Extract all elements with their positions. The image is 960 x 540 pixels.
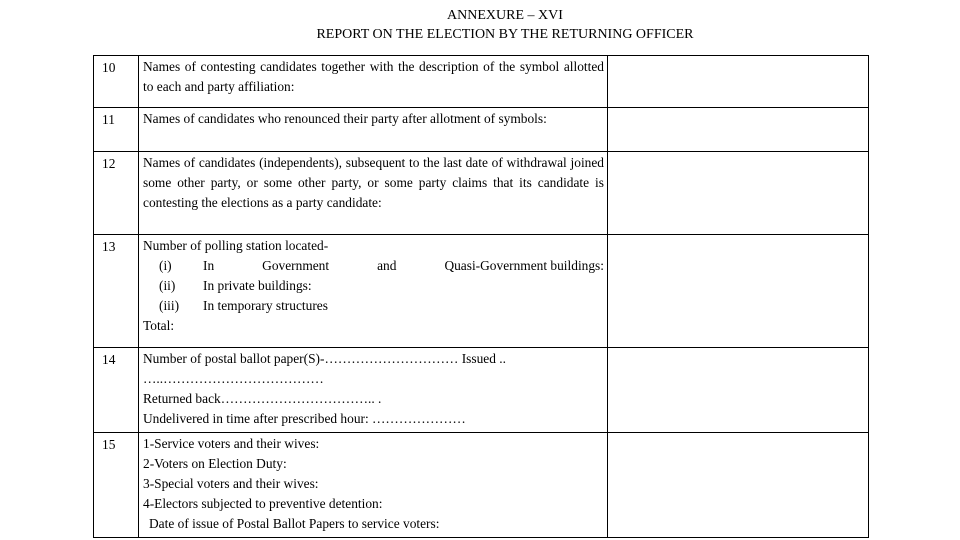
table-row [94,433,869,538]
row-line: 2-Voters on Election Duty: [143,456,287,471]
sub-item-text: In temporary structures [203,298,328,313]
sub-item-word: In [203,258,215,273]
election-report-table [93,55,869,538]
row-value-cell [608,108,869,152]
table-row [94,56,869,108]
row-description [139,108,608,152]
sub-item-word: Quasi-Government buildings: [444,258,604,273]
row-line: …..……………………………… [143,371,324,386]
table-row [94,108,869,152]
row-number: 11 [94,108,139,152]
sub-item [143,276,604,296]
row-line: Returned back…………………………….. . [143,391,382,406]
row-text: Names of candidates (independents), subsequent to the last date of withdrawal joined some other party, or some other party, or some party claims that its candidate is contesting the elections as a party candidate: [143,155,604,210]
row-number: 13 [94,235,139,348]
sub-item-text: In private buildings: [203,278,312,293]
row-value-cell [608,56,869,108]
row-total: Total: [143,318,175,333]
annexure-heading: ANNEXURE – XVI [447,8,563,23]
row-number: 12 [94,152,139,235]
table-row [94,348,869,433]
table-row [94,152,869,235]
row-description [139,56,608,108]
sub-item [143,296,604,316]
sub-item-number: (i) [159,258,172,273]
row-value-cell [608,235,869,348]
sub-item [143,256,604,276]
row-line: Undelivered in time after prescribed hour: ………………… [143,411,466,426]
report-title: REPORT ON THE ELECTION BY THE RETURNING OFFICER [316,27,694,42]
row-text: Names of contesting candidates together with the description of the symbol allotted to each and party affiliation: [143,59,604,94]
row-intro: Number of polling station located- [143,238,329,253]
row-value-cell [608,152,869,235]
row-description [139,433,608,538]
row-line: 3-Special voters and their wives: [143,476,319,491]
row-number: 10 [94,56,139,108]
row-description [139,235,608,348]
row-description [139,348,608,433]
row-number: 15 [94,433,139,538]
sub-item-word: and [377,258,397,273]
sub-item-word: Government [262,258,330,273]
sub-item-number: (iii) [159,298,180,313]
row-number: 14 [94,348,139,433]
row-line: Date of issue of Postal Ballot Papers to service voters: [149,516,440,531]
row-line: 4-Electors subjected to preventive detention: [143,496,383,511]
row-description [139,152,608,235]
table-row [94,235,869,348]
row-line: Number of postal ballot paper(S)-………………………… Issued .. [143,351,506,366]
row-line: 1-Service voters and their wives: [143,436,320,451]
row-value-cell [608,348,869,433]
row-value-cell [608,433,869,538]
sub-item-number: (ii) [159,278,176,293]
row-text: Names of candidates who renounced their party after allotment of symbols: [143,111,547,126]
